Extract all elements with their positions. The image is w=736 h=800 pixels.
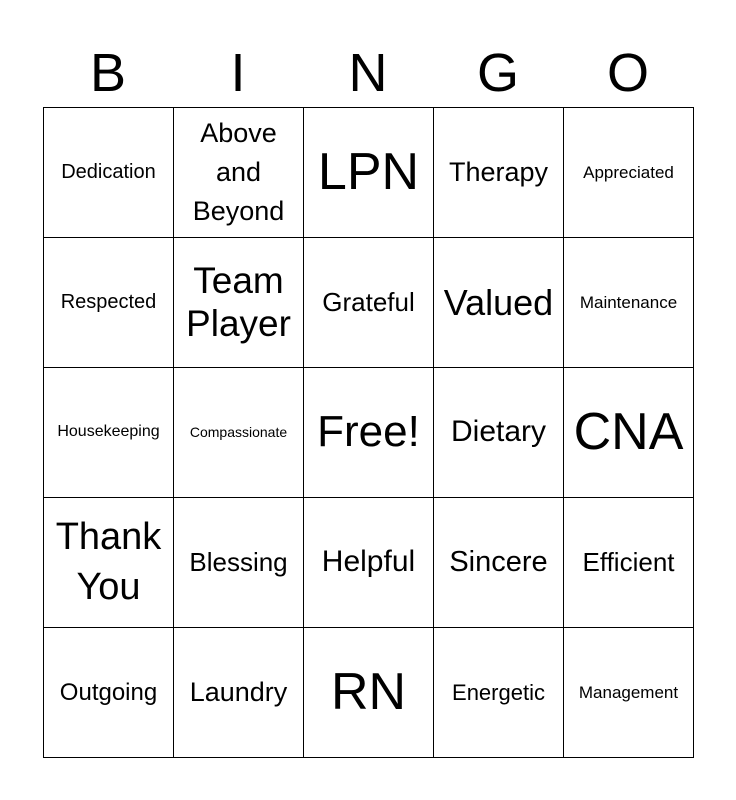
cell-label: Dedication [61,161,156,183]
header-letter-i: I [230,43,246,103]
cell-label: Housekeeping [57,423,160,441]
bingo-cell[interactable] [434,498,564,628]
cell-label: Laundry [189,676,288,707]
bingo-cell[interactable] [304,238,434,368]
header-letter-g: G [476,43,519,103]
bingo-cell[interactable] [44,368,174,498]
cell-label: Sincere [449,545,548,578]
bingo-cell[interactable] [304,498,434,628]
cell-label: Compassionate [189,424,288,441]
cell-label: RN [330,663,407,722]
bingo-cell[interactable] [564,628,694,758]
bingo-cell[interactable] [304,108,434,238]
bingo-cell[interactable] [44,498,174,628]
bingo-cell[interactable] [434,628,564,758]
cell-label: Dietary [450,415,547,449]
bingo-cell[interactable] [564,368,694,498]
cell-label: Management [578,682,679,702]
header-letter-o: O [606,43,649,103]
cell-label: Helpful [321,545,416,579]
cell-label: Maintenance [579,292,678,312]
cell-label: CNA [573,403,684,462]
bingo-cell[interactable] [304,628,434,758]
cell-label: Energetic [452,679,545,705]
cell-label: Outgoing [59,678,158,706]
cell-label: Blessing [189,546,288,577]
cell-label: Therapy [448,156,549,187]
bingo-cell[interactable] [434,368,564,498]
cell-label: Above and Beyond [192,117,285,227]
bingo-cell[interactable] [174,108,304,238]
cell-label: LPN [317,143,420,202]
cell-label: Thank You [55,516,162,608]
cell-label: Grateful [322,286,415,317]
bingo-cell[interactable] [564,238,694,368]
cell-label: Free! [317,407,420,457]
cell-label: Appreciated [583,162,674,182]
bingo-cell[interactable] [44,238,174,368]
bingo-board [43,107,694,758]
bingo-cell[interactable] [174,238,304,368]
bingo-cell[interactable] [174,368,304,498]
bingo-cell[interactable] [44,628,174,758]
bingo-cell[interactable] [174,498,304,628]
cell-label: Efficient [582,546,675,577]
cell-label: Respected [60,291,157,313]
cell-label: Valued [443,281,554,323]
header-letter-n: N [348,43,388,103]
bingo-header [43,40,693,106]
header-letter-b: B [89,43,127,103]
bingo-cell[interactable] [434,108,564,238]
bingo-cell[interactable] [434,238,564,368]
bingo-cell[interactable] [564,498,694,628]
bingo-cell[interactable] [564,108,694,238]
bingo-cell[interactable] [174,628,304,758]
bingo-cell[interactable] [44,108,174,238]
cell-label: Team Player [186,259,291,344]
bingo-cell[interactable] [304,368,434,498]
